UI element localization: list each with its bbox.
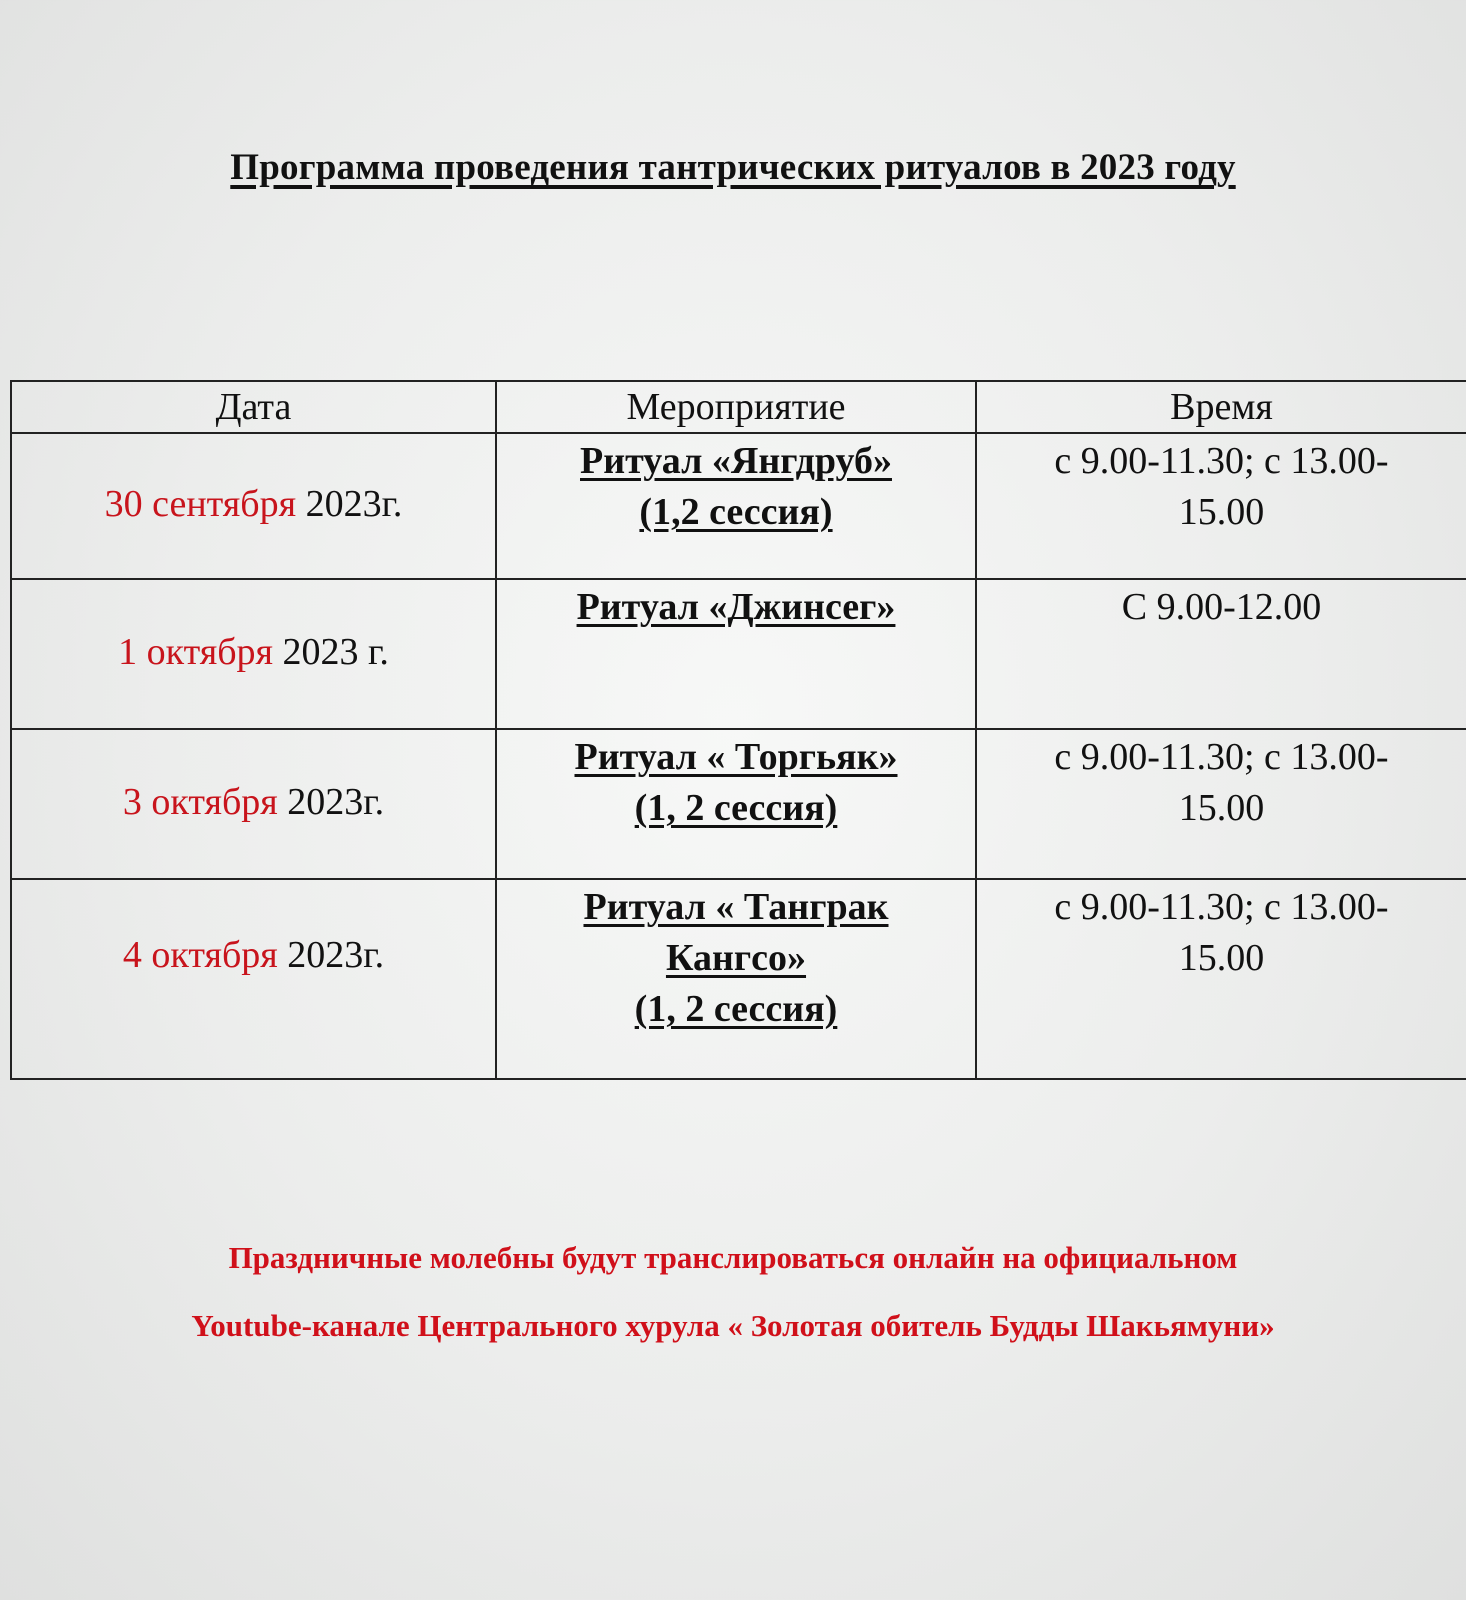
schedule-table bbox=[10, 380, 1466, 1080]
time-line: 15.00 bbox=[1178, 491, 1265, 533]
event-name: Ритуал « Танграк bbox=[583, 886, 889, 928]
date-day-month: 30 сентября bbox=[104, 483, 297, 525]
event-session: (1, 2 сессия) bbox=[634, 988, 838, 1030]
broadcast-note-line-1: Праздничные молебны будут транслироваться онлайн на официальном bbox=[228, 1240, 1238, 1275]
document-title: Программа проведения тантрических ритуалов в 2023 году bbox=[230, 147, 1236, 188]
table-row bbox=[11, 579, 1466, 729]
header-time: Время bbox=[976, 381, 1466, 433]
date-year: 2023г. bbox=[277, 781, 385, 823]
event-session: (1, 2 сессия) bbox=[634, 787, 838, 829]
date-cell bbox=[11, 433, 496, 579]
event-name-cont: Кангсо» bbox=[665, 937, 807, 979]
table-row bbox=[11, 729, 1466, 879]
time-line: с 9.00-11.30; с 13.00- bbox=[1054, 886, 1389, 928]
event-session: (1,2 сессия) bbox=[639, 491, 833, 533]
date-year: 2023г. bbox=[296, 483, 403, 525]
event-name: Ритуал «Джинсег» bbox=[576, 586, 896, 628]
date-year: 2023г. bbox=[277, 934, 385, 976]
event-cell bbox=[496, 879, 976, 1079]
time-cell bbox=[976, 879, 1466, 1079]
date-cell bbox=[11, 879, 496, 1079]
date-day-month: 4 октября bbox=[122, 934, 278, 976]
event-cell bbox=[496, 433, 976, 579]
date-day-month: 1 октября bbox=[118, 631, 274, 673]
header-event: Мероприятие bbox=[496, 381, 976, 433]
header-date: Дата bbox=[11, 381, 496, 433]
time-cell bbox=[976, 729, 1466, 879]
time-line: с 9.00-11.30; с 13.00- bbox=[1054, 440, 1389, 482]
event-name: Ритуал « Торгьяк» bbox=[574, 736, 898, 778]
table-header-row bbox=[11, 381, 1466, 433]
table-row bbox=[11, 433, 1466, 579]
time-cell bbox=[976, 579, 1466, 729]
time-line: 15.00 bbox=[1178, 937, 1265, 979]
event-cell bbox=[496, 729, 976, 879]
date-year: 2023 г. bbox=[273, 631, 389, 673]
time-cell bbox=[976, 433, 1466, 579]
time-line: с 9.00-11.30; с 13.00- bbox=[1054, 736, 1389, 778]
event-cell bbox=[496, 579, 976, 729]
table-row bbox=[11, 879, 1466, 1079]
date-day-month: 3 октября bbox=[122, 781, 278, 823]
date-cell bbox=[11, 729, 496, 879]
broadcast-note-line-2: Youtube-канале Центрального хурула « Золотая обитель Будды Шакьямуни» bbox=[191, 1308, 1275, 1343]
time-line: 15.00 bbox=[1178, 787, 1265, 829]
time-line: С 9.00-12.00 bbox=[1121, 586, 1322, 628]
date-cell bbox=[11, 579, 496, 729]
event-name: Ритуал «Янгдруб» bbox=[580, 440, 892, 482]
